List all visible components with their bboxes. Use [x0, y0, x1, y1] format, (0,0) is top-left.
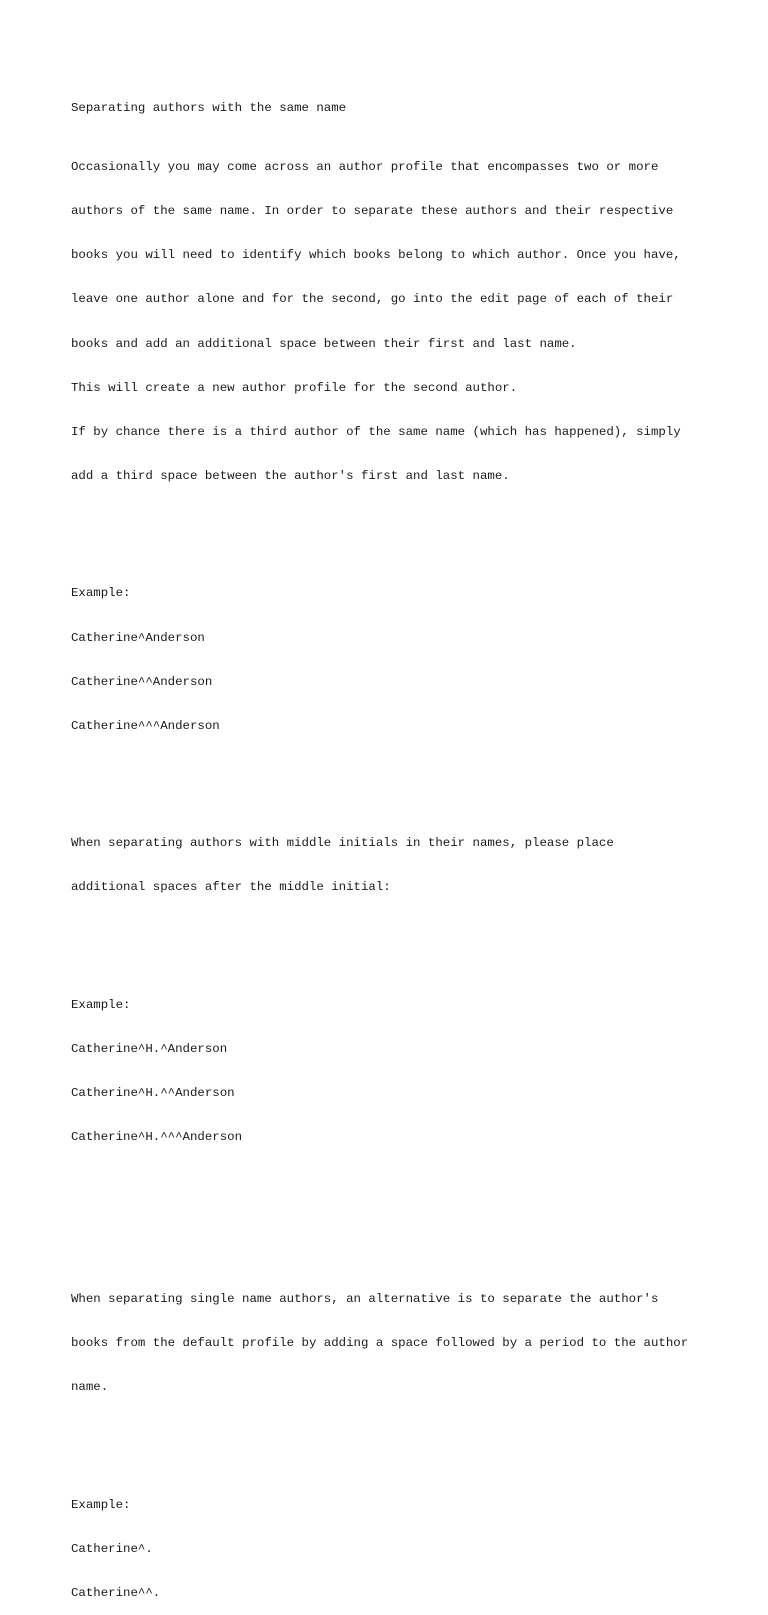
blank-line: [71, 528, 751, 543]
blank-line: [71, 1189, 751, 1204]
example-line: Catherine^^.: [71, 1585, 161, 1600]
example-line: Catherine^^^Anderson: [71, 718, 220, 733]
intro-line: Occasionally you may come across an author profile that encompasses two or more: [71, 160, 659, 175]
example-line: Catherine^^Anderson: [71, 674, 213, 689]
intro-line: If by chance there is a third author of the same name (which has happened), simply: [71, 424, 681, 439]
middle-initials-line: additional spaces after the middle initial:: [71, 880, 391, 895]
intro-line: authors of the same name. In order to separate these authors and their respective: [71, 204, 674, 219]
example-label: Example:: [71, 586, 131, 601]
middle-initials-line: When separating authors with middle initials in their names, please place: [71, 836, 614, 851]
single-name-line: books from the default profile by adding a space followed by a period to the author: [71, 1336, 689, 1351]
example-line: Catherine^H.^^Anderson: [71, 1086, 235, 1101]
intro-line: leave one author alone and for the second, go into the edit page of each of their: [71, 292, 674, 307]
example-line: Catherine^H.^Anderson: [71, 1042, 228, 1057]
intro-line: This will create a new author profile for the second author.: [71, 380, 518, 395]
intro-line: add a third space between the author's first and last name.: [71, 468, 510, 483]
intro-line: books you will need to identify which books belong to which author. Once you have,: [71, 248, 681, 263]
example-label: Example:: [71, 998, 131, 1013]
example-line: Catherine^.: [71, 1541, 153, 1556]
single-name-line: name.: [71, 1380, 109, 1395]
document-title: Separating authors with the same name: [71, 101, 347, 116]
example-line: Catherine^Anderson: [71, 630, 205, 645]
single-name-line: When separating single name authors, an alternative is to separate the author's: [71, 1291, 659, 1306]
blank-line: [71, 939, 751, 954]
example-label: Example:: [71, 1497, 131, 1512]
blank-line: [71, 1233, 751, 1248]
example-line: Catherine^H.^^^Anderson: [71, 1130, 243, 1145]
blank-line: [71, 1439, 751, 1454]
blank-line: [71, 778, 751, 793]
document-body: [71, 72, 751, 1615]
intro-line: books and add an additional space between their first and last name.: [71, 336, 577, 351]
